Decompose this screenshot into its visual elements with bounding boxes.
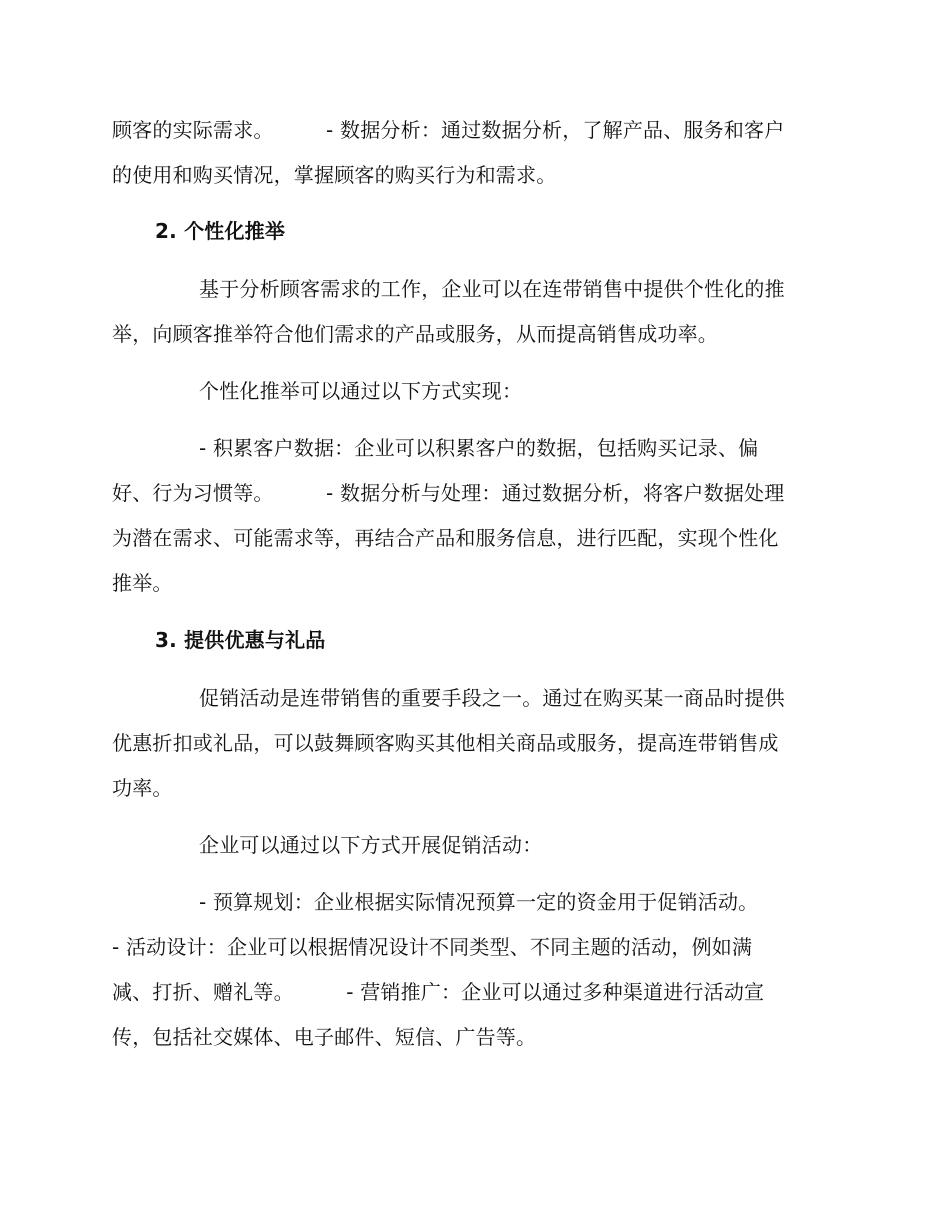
text-line: - 积累客户数据：企业可以积累客户的数据，包括购买记录、偏 (199, 436, 759, 460)
text-line: 基于分析顾客需求的工作，企业可以在连带销售中提供个性化的推 (199, 277, 785, 301)
text-line: - 预算规划：企业根据实际情况预算一定的资金用于促销活动。 (199, 890, 759, 914)
section-heading-3: 3. 提供优惠与礼品 (155, 628, 326, 652)
text-line: 传，包括社交媒体、电子邮件、短信、广告等。 (112, 1025, 537, 1049)
text-line: 优惠折扣或礼品，可以鼓舞顾客购买其他相关商品或服务，提高连带销售成 (112, 731, 779, 755)
text-line: 减、打折、赠礼等。 - 营销推广：企业可以通过多种渠道进行活动宣 (112, 980, 765, 1004)
text-line: 为潜在需求、可能需求等，再结合产品和服务信息，进行匹配，实现个性化 (112, 526, 779, 550)
text-line: 顾客的实际需求。 - 数据分析：通过数据分析，了解产品、服务和客户 (112, 118, 785, 142)
text-line: 的使用和购买情况，掌握顾客的购买行为和需求。 (112, 163, 557, 187)
text-line: 企业可以通过以下方式开展促销活动： (199, 833, 543, 857)
text-line: 推举。 (112, 571, 173, 595)
text-line: 好、行为习惯等。 - 数据分析与处理：通过数据分析，将客户数据处理 (112, 481, 785, 505)
text-line: 促销活动是连带销售的重要手段之一。通过在购买某一商品时提供 (199, 686, 785, 710)
text-line: - 活动设计：企业可以根据情况设计不同类型、不同主题的活动，例如满 (112, 935, 753, 959)
text-line: 个性化推举可以通过以下方式实现： (199, 379, 523, 403)
section-heading-2: 2. 个性化推举 (155, 219, 286, 243)
text-line: 功率。 (112, 776, 173, 800)
text-line: 举，向顾客推举符合他们需求的产品或服务，从而提高销售成功率。 (112, 322, 718, 346)
